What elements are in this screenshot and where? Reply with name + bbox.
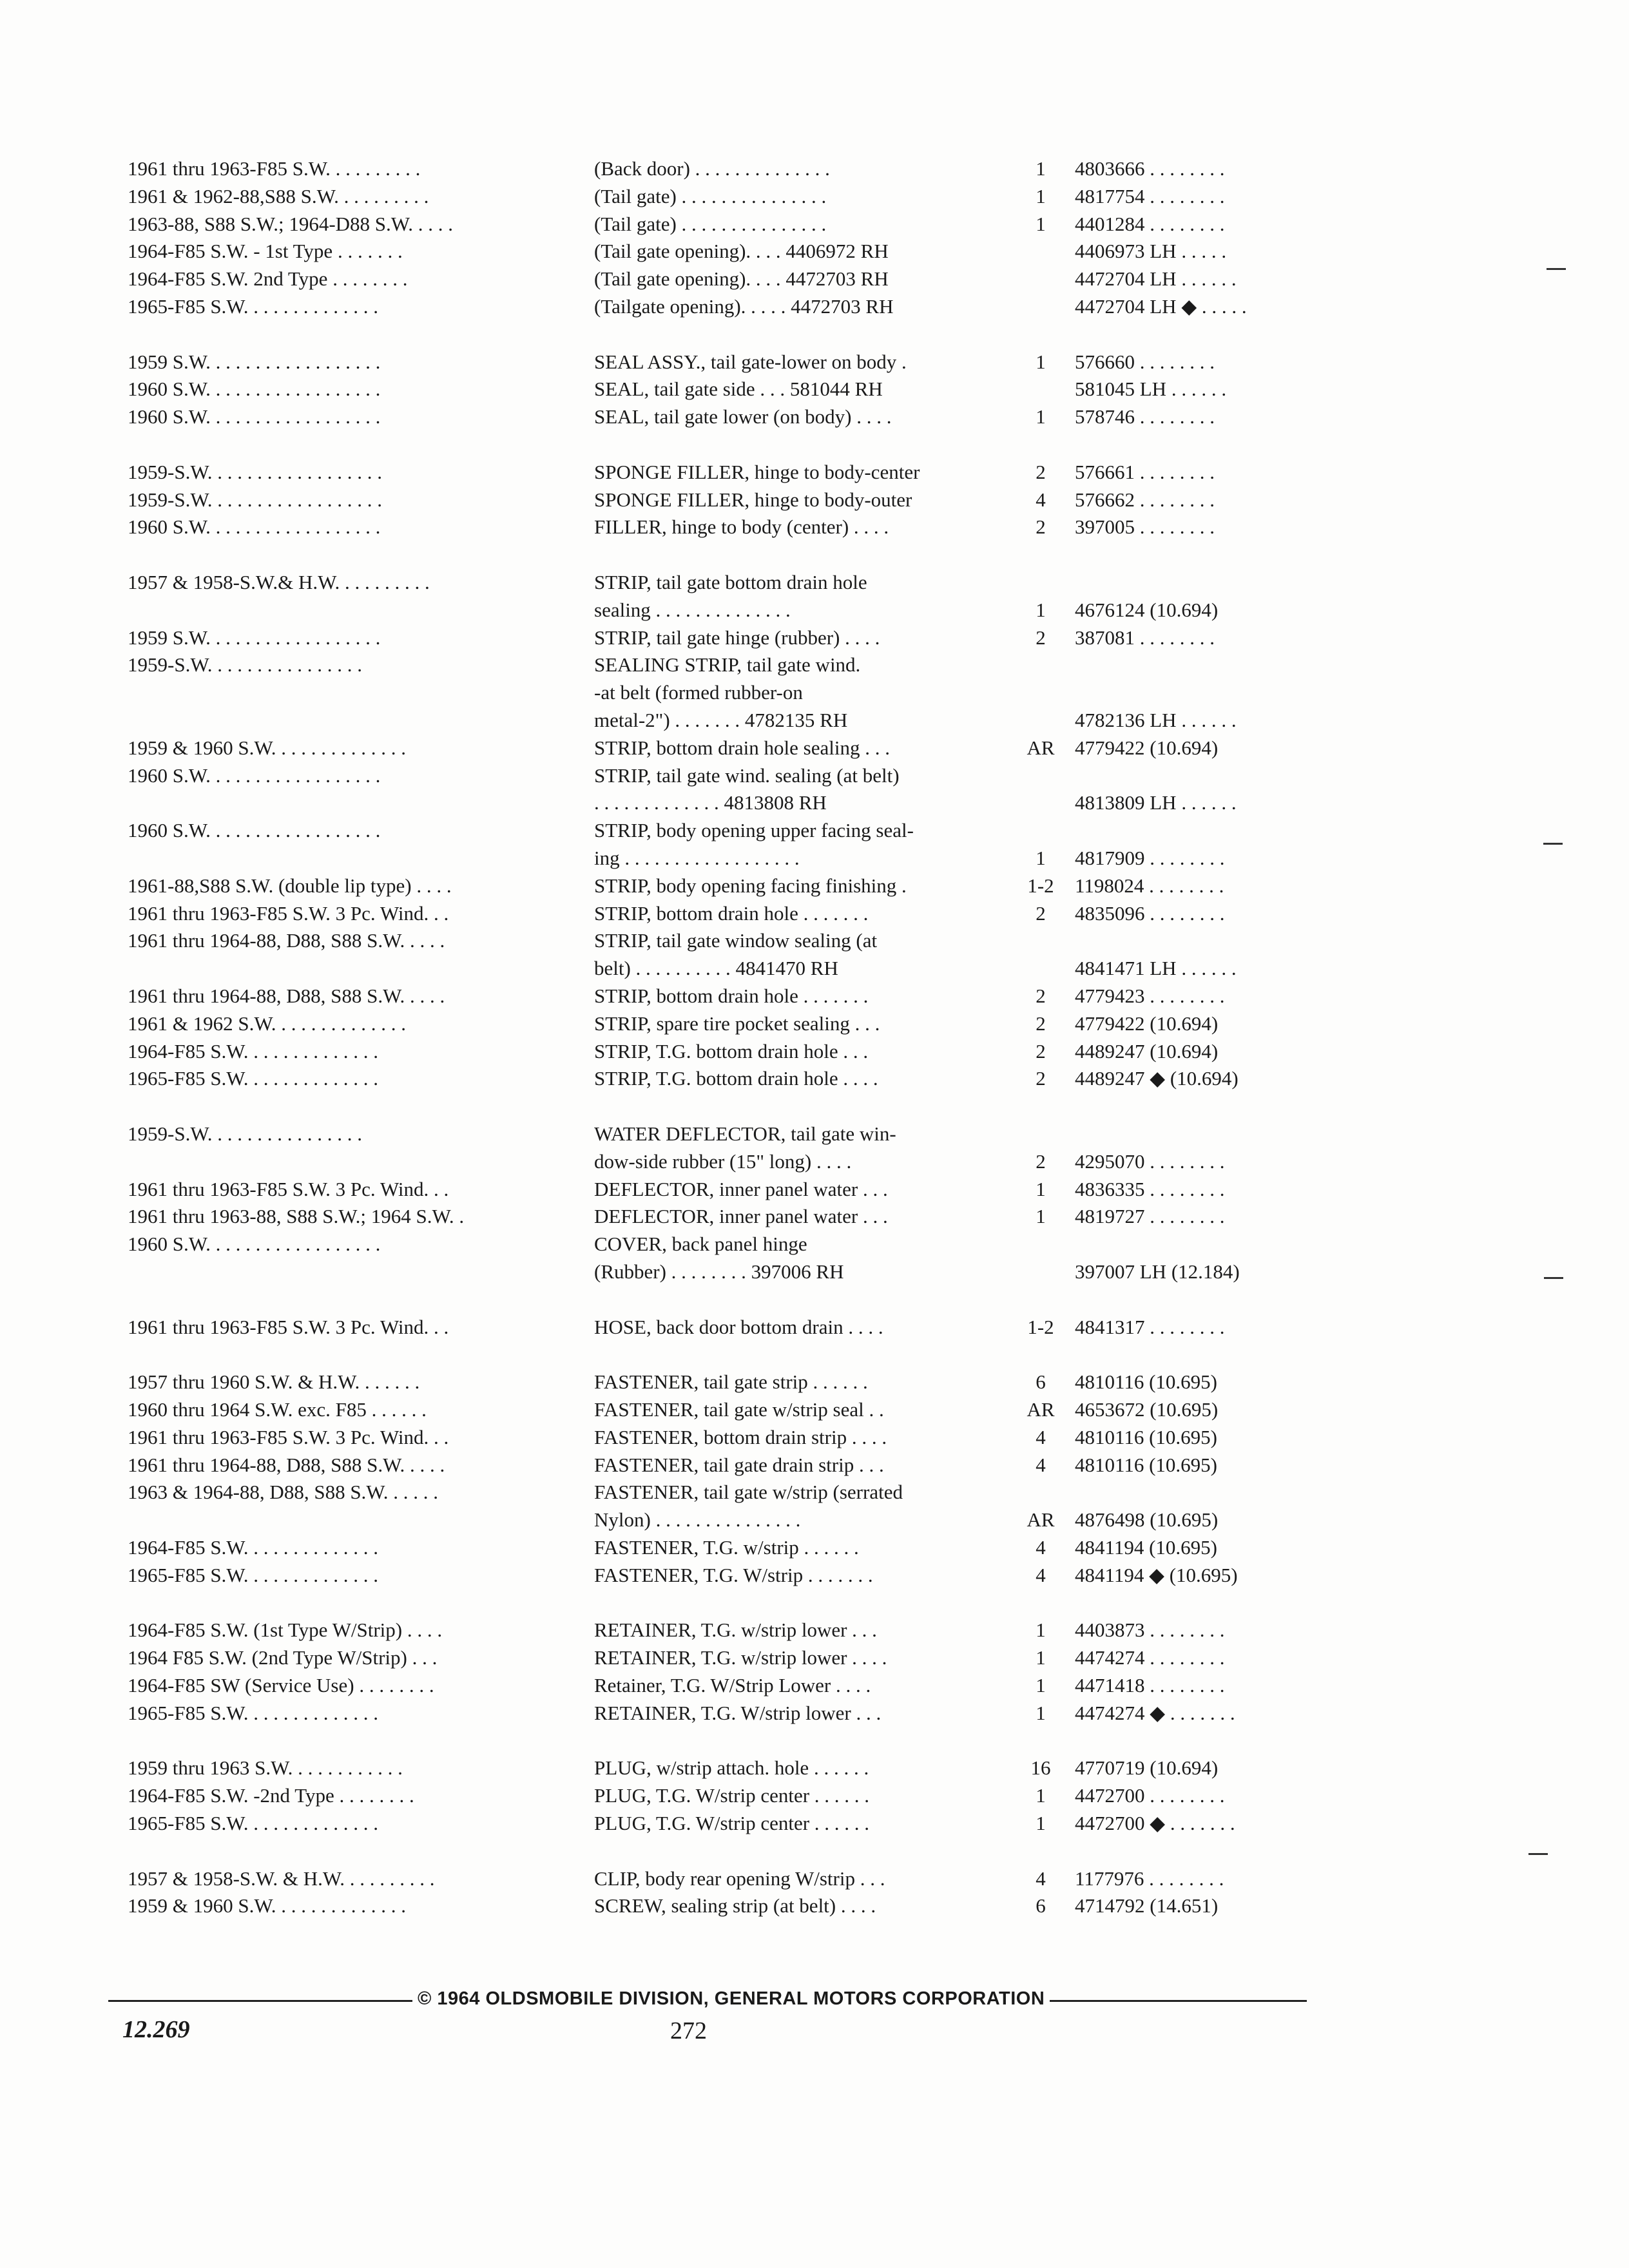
parts-row xyxy=(0,1506,1629,1534)
model-year-cell: 1964-F85 S.W. (1st Type W/Strip) . . . . xyxy=(128,1619,443,1641)
quantity-cell: 1 xyxy=(1036,1646,1046,1669)
model-year-cell: 1961 thru 1963-F85 S.W. 3 Pc. Wind. . . xyxy=(128,1316,449,1338)
parts-row xyxy=(0,1616,1629,1644)
quantity-cell: 1-2 xyxy=(1027,874,1054,897)
model-year-cell: 1965-F85 S.W. . . . . . . . . . . . . . xyxy=(128,295,378,318)
part-number-cell: 4676124 (10.694) xyxy=(1075,599,1219,621)
quantity-cell: 16 xyxy=(1030,1756,1051,1779)
description-cell: STRIP, T.G. bottom drain hole . . . xyxy=(594,1040,869,1062)
description-cell: STRIP, bottom drain hole . . . . . . . xyxy=(594,902,869,925)
model-year-cell: 1961 & 1962-88,S88 S.W. . . . . . . . . . xyxy=(128,185,429,207)
model-year-cell: 1959 & 1960 S.W. . . . . . . . . . . . . . xyxy=(128,736,407,759)
description-cell: SPONGE FILLER, hinge to body-center xyxy=(594,461,920,483)
description-cell: STRIP, tail gate window sealing (at xyxy=(594,929,878,952)
parts-row xyxy=(0,678,1629,707)
quantity-cell: 1 xyxy=(1036,847,1046,869)
parts-row xyxy=(0,982,1629,1010)
description-cell: sealing . . . . . . . . . . . . . . xyxy=(594,599,791,621)
model-year-cell: 1960 S.W. . . . . . . . . . . . . . . . . . xyxy=(128,405,381,428)
parts-row xyxy=(0,1533,1629,1562)
parts-row xyxy=(0,1644,1629,1672)
part-number-cell: 4471418 . . . . . . . . xyxy=(1075,1674,1225,1696)
model-year-cell: 1960 S.W. . . . . . . . . . . . . . . . . . xyxy=(128,378,381,400)
parts-row xyxy=(0,927,1629,955)
part-number-cell: 4406973 LH . . . . . xyxy=(1075,240,1227,262)
part-number-cell: 581045 LH . . . . . . xyxy=(1075,378,1227,400)
model-year-cell: 1964-F85 S.W. . . . . . . . . . . . . . xyxy=(128,1536,378,1559)
model-year-cell: 1960 S.W. . . . . . . . . . . . . . . . . . xyxy=(128,1233,381,1255)
model-year-cell: 1961 thru 1963-F85 S.W. 3 Pc. Wind. . . xyxy=(128,1426,449,1448)
part-number-cell: 4841471 LH . . . . . . xyxy=(1075,957,1237,979)
part-number-cell: 4489247 (10.694) xyxy=(1075,1040,1219,1062)
quantity-cell: 1 xyxy=(1036,1178,1046,1200)
parts-row xyxy=(0,1202,1629,1231)
parts-row xyxy=(0,237,1629,265)
part-number-cell: 4714792 (14.651) xyxy=(1075,1894,1219,1917)
parts-row xyxy=(0,1865,1629,1893)
model-year-cell: 1964-F85 S.W. . . . . . . . . . . . . . xyxy=(128,1040,378,1062)
margin-mark xyxy=(1543,843,1563,845)
description-cell: (Rubber) . . . . . . . . 397006 RH xyxy=(594,1260,844,1283)
model-year-cell: 1960 S.W. . . . . . . . . . . . . . . . . . xyxy=(128,819,381,841)
description-cell: STRIP, T.G. bottom drain hole . . . . xyxy=(594,1067,878,1090)
part-number-cell: 4835096 . . . . . . . . xyxy=(1075,902,1225,925)
part-number-cell: 387081 . . . . . . . . xyxy=(1075,626,1215,649)
description-cell: Nylon) . . . . . . . . . . . . . . . xyxy=(594,1508,801,1531)
model-year-cell: 1961 thru 1963-F85 S.W. . . . . . . . . . xyxy=(128,157,421,180)
parts-row xyxy=(0,651,1629,679)
description-cell: (Tail gate opening). . . . 4472703 RH xyxy=(594,267,889,290)
parts-row xyxy=(0,293,1629,321)
parts-row xyxy=(0,1754,1629,1782)
description-cell: WATER DEFLECTOR, tail gate win- xyxy=(594,1122,896,1145)
description-cell: Retainer, T.G. W/Strip Lower . . . . xyxy=(594,1674,871,1696)
parts-row xyxy=(0,1120,1629,1148)
model-year-cell: 1965-F85 S.W. . . . . . . . . . . . . . xyxy=(128,1702,378,1724)
description-cell: (Tail gate) . . . . . . . . . . . . . . . xyxy=(594,185,827,207)
part-number-cell: 4810116 (10.695) xyxy=(1075,1454,1217,1476)
footer-reference: 12.269 xyxy=(122,2016,190,2043)
model-year-cell: 1959 & 1960 S.W. . . . . . . . . . . . . . xyxy=(128,1894,407,1917)
description-cell: PLUG, T.G. W/strip center . . . . . . xyxy=(594,1784,870,1807)
parts-row xyxy=(0,596,1629,624)
model-year-cell: 1959-S.W. . . . . . . . . . . . . . . . . . xyxy=(128,461,382,483)
part-number-cell: 4817909 . . . . . . . . xyxy=(1075,847,1225,869)
quantity-cell: 4 xyxy=(1036,1536,1046,1559)
part-number-cell: 4779422 (10.694) xyxy=(1075,1012,1219,1035)
parts-row xyxy=(0,1258,1629,1286)
description-cell: FASTENER, tail gate w/strip (serrated xyxy=(594,1481,903,1503)
description-cell: metal-2") . . . . . . . 4782135 RH xyxy=(594,709,848,731)
model-year-cell: 1963-88, S88 S.W.; 1964-D88 S.W. . . . . xyxy=(128,213,453,235)
description-cell: STRIP, bottom drain hole sealing . . . xyxy=(594,736,890,759)
quantity-cell: 2 xyxy=(1036,1040,1046,1062)
model-year-cell: 1959 S.W. . . . . . . . . . . . . . . . . . xyxy=(128,626,381,649)
part-number-cell: 4841194 (10.695) xyxy=(1075,1536,1217,1559)
part-number-cell: 4474274 ◆ . . . . . . . xyxy=(1075,1702,1235,1724)
parts-row xyxy=(0,844,1629,872)
parts-row xyxy=(0,1837,1629,1865)
quantity-cell: 2 xyxy=(1036,1150,1046,1173)
part-number-cell: 4819727 . . . . . . . . xyxy=(1075,1205,1225,1227)
quantity-cell: 1 xyxy=(1036,405,1046,428)
parts-row xyxy=(0,789,1629,817)
parts-row xyxy=(0,1671,1629,1700)
part-number-cell: 4779422 (10.694) xyxy=(1075,736,1219,759)
quantity-cell: AR xyxy=(1027,1508,1055,1531)
model-year-cell: 1959-S.W. . . . . . . . . . . . . . . . xyxy=(128,1122,362,1145)
quantity-cell: 4 xyxy=(1036,488,1046,511)
model-year-cell: 1960 thru 1964 S.W. exc. F85 . . . . . . xyxy=(128,1398,427,1421)
model-year-cell: 1959 S.W. . . . . . . . . . . . . . . . . . xyxy=(128,351,381,373)
description-cell: (Tailgate opening). . . . . 4472703 RH xyxy=(594,295,894,318)
parts-row xyxy=(0,1285,1629,1314)
part-number-cell: 576662 . . . . . . . . xyxy=(1075,488,1215,511)
parts-row xyxy=(0,624,1629,652)
description-cell: ing . . . . . . . . . . . . . . . . . . xyxy=(594,847,800,869)
parts-row xyxy=(0,1340,1629,1369)
quantity-cell: 1 xyxy=(1036,1674,1046,1696)
description-cell: RETAINER, T.G. W/strip lower . . . xyxy=(594,1702,882,1724)
parts-row xyxy=(0,486,1629,514)
part-number-cell: 4803666 . . . . . . . . xyxy=(1075,157,1225,180)
description-cell: (Tail gate) . . . . . . . . . . . . . . . xyxy=(594,213,827,235)
part-number-cell: 4813809 LH . . . . . . xyxy=(1075,791,1237,814)
parts-row xyxy=(0,1313,1629,1341)
part-number-cell: 4779423 . . . . . . . . xyxy=(1075,985,1225,1007)
part-number-cell: 4472704 LH ◆ . . . . . xyxy=(1075,295,1247,318)
parts-row xyxy=(0,1699,1629,1727)
parts-row xyxy=(0,1396,1629,1424)
quantity-cell: 2 xyxy=(1036,461,1046,483)
model-year-cell: 1961 thru 1963-F85 S.W. 3 Pc. Wind. . . xyxy=(128,902,449,925)
parts-row xyxy=(0,403,1629,431)
quantity-cell: 4 xyxy=(1036,1564,1046,1586)
parts-row xyxy=(0,1175,1629,1204)
part-number-cell: 4810116 (10.695) xyxy=(1075,1426,1217,1448)
description-cell: (Back door) . . . . . . . . . . . . . . xyxy=(594,157,830,180)
description-cell: STRIP, bottom drain hole . . . . . . . xyxy=(594,985,869,1007)
description-cell: (Tail gate opening). . . . 4406972 RH xyxy=(594,240,889,262)
description-cell: STRIP, tail gate wind. sealing (at belt) xyxy=(594,764,900,787)
description-cell: SEAL, tail gate side . . . 581044 RH xyxy=(594,378,883,400)
quantity-cell: 1 xyxy=(1036,1812,1046,1834)
parts-row xyxy=(0,1010,1629,1038)
description-cell: STRIP, tail gate hinge (rubber) . . . . xyxy=(594,626,880,649)
part-number-cell: 4295070 . . . . . . . . xyxy=(1075,1150,1225,1173)
parts-row xyxy=(0,1892,1629,1920)
part-number-cell: 4810116 (10.695) xyxy=(1075,1370,1217,1393)
quantity-cell: 4 xyxy=(1036,1426,1046,1448)
parts-row xyxy=(0,1451,1629,1479)
quantity-cell: 1 xyxy=(1036,1205,1046,1227)
footer-copyright: © 1964 OLDSMOBILE DIVISION, GENERAL MOTORS CORPORATION xyxy=(412,1988,1050,2010)
model-year-cell: 1964 F85 S.W. (2nd Type W/Strip) . . . xyxy=(128,1646,438,1669)
quantity-cell: 6 xyxy=(1036,1370,1046,1393)
description-cell: PLUG, T.G. W/strip center . . . . . . xyxy=(594,1812,870,1834)
part-number-cell: 397007 LH (12.184) xyxy=(1075,1260,1240,1283)
part-number-cell: 576661 . . . . . . . . xyxy=(1075,461,1215,483)
margin-mark xyxy=(1544,1277,1563,1279)
quantity-cell: 1 xyxy=(1036,1702,1046,1724)
parts-row xyxy=(0,1037,1629,1066)
model-year-cell: 1963 & 1964-88, D88, S88 S.W. . . . . . xyxy=(128,1481,438,1503)
parts-row xyxy=(0,568,1629,597)
quantity-cell: 2 xyxy=(1036,1067,1046,1090)
model-year-cell: 1961 thru 1963-88, S88 S.W.; 1964 S.W. . xyxy=(128,1205,465,1227)
parts-row xyxy=(0,1368,1629,1396)
parts-row xyxy=(0,1064,1629,1093)
description-cell: FASTENER, T.G. W/strip . . . . . . . xyxy=(594,1564,873,1586)
model-year-cell: 1960 S.W. . . . . . . . . . . . . . . . . . xyxy=(128,764,381,787)
quantity-cell: 1 xyxy=(1036,599,1046,621)
model-year-cell: 1964-F85 S.W. -2nd Type . . . . . . . . xyxy=(128,1784,414,1807)
quantity-cell: AR xyxy=(1027,736,1055,759)
quantity-cell: 1 xyxy=(1036,351,1046,373)
quantity-cell: 4 xyxy=(1036,1867,1046,1890)
part-number-cell: 4782136 LH . . . . . . xyxy=(1075,709,1237,731)
model-year-cell: 1961 thru 1964-88, D88, S88 S.W. . . . . xyxy=(128,985,445,1007)
description-cell: RETAINER, T.G. w/strip lower . . . . xyxy=(594,1646,887,1669)
model-year-cell: 1957 & 1958-S.W. & H.W. . . . . . . . . . xyxy=(128,1867,435,1890)
description-cell: SEALING STRIP, tail gate wind. xyxy=(594,653,861,676)
margin-mark xyxy=(1547,268,1566,270)
parts-row xyxy=(0,1423,1629,1452)
part-number-cell: 4403873 . . . . . . . . xyxy=(1075,1619,1225,1641)
quantity-cell: 1 xyxy=(1036,185,1046,207)
parts-row xyxy=(0,458,1629,486)
parts-row xyxy=(0,1561,1629,1590)
quantity-cell: 2 xyxy=(1036,626,1046,649)
model-year-cell: 1965-F85 S.W. . . . . . . . . . . . . . xyxy=(128,1812,378,1834)
model-year-cell: 1957 & 1958-S.W.& H.W. . . . . . . . . . xyxy=(128,571,430,593)
description-cell: SEAL, tail gate lower (on body) . . . . xyxy=(594,405,892,428)
description-cell: DEFLECTOR, inner panel water . . . xyxy=(594,1205,888,1227)
parts-row xyxy=(0,541,1629,569)
model-year-cell: 1960 S.W. . . . . . . . . . . . . . . . . . xyxy=(128,515,381,538)
quantity-cell: 1 xyxy=(1036,1784,1046,1807)
parts-row xyxy=(0,155,1629,183)
parts-row xyxy=(0,430,1629,459)
part-number-cell: 4472704 LH . . . . . . xyxy=(1075,267,1237,290)
model-year-cell: 1959 thru 1963 S.W. . . . . . . . . . . . xyxy=(128,1756,403,1779)
model-year-cell: 1961 thru 1963-F85 S.W. 3 Pc. Wind. . . xyxy=(128,1178,449,1200)
parts-row xyxy=(0,1092,1629,1120)
quantity-cell: 2 xyxy=(1036,902,1046,925)
description-cell: SPONGE FILLER, hinge to body-outer xyxy=(594,488,912,511)
parts-row xyxy=(0,762,1629,790)
parts-row xyxy=(0,1589,1629,1617)
description-cell: SCREW, sealing strip (at belt) . . . . xyxy=(594,1894,876,1917)
quantity-cell: 2 xyxy=(1036,985,1046,1007)
quantity-cell: 1 xyxy=(1036,213,1046,235)
quantity-cell: 1-2 xyxy=(1027,1316,1054,1338)
description-cell: PLUG, w/strip attach. hole . . . . . . xyxy=(594,1756,869,1779)
parts-row xyxy=(0,1478,1629,1506)
description-cell: DEFLECTOR, inner panel water . . . xyxy=(594,1178,888,1200)
description-cell: COVER, back panel hinge xyxy=(594,1233,807,1255)
part-number-cell: 4401284 . . . . . . . . xyxy=(1075,213,1225,235)
model-year-cell: 1965-F85 S.W. . . . . . . . . . . . . . xyxy=(128,1564,378,1586)
description-cell: FASTENER, bottom drain strip . . . . xyxy=(594,1426,887,1448)
parts-row xyxy=(0,1230,1629,1258)
quantity-cell: 4 xyxy=(1036,1454,1046,1476)
part-number-cell: 4841317 . . . . . . . . xyxy=(1075,1316,1225,1338)
parts-row xyxy=(0,872,1629,900)
parts-row xyxy=(0,1727,1629,1755)
parts-row xyxy=(0,348,1629,376)
model-year-cell: 1964-F85 SW (Service Use) . . . . . . . . xyxy=(128,1674,434,1696)
parts-row xyxy=(0,1148,1629,1176)
part-number-cell: 4489247 ◆ (10.694) xyxy=(1075,1067,1239,1090)
quantity-cell: 1 xyxy=(1036,1619,1046,1641)
description-cell: HOSE, back door bottom drain . . . . xyxy=(594,1316,883,1338)
quantity-cell: 2 xyxy=(1036,515,1046,538)
description-cell: STRIP, body opening upper facing seal- xyxy=(594,819,914,841)
parts-row xyxy=(0,210,1629,238)
parts-row xyxy=(0,1809,1629,1838)
quantity-cell: 1 xyxy=(1036,157,1046,180)
quantity-cell: 6 xyxy=(1036,1894,1046,1917)
model-year-cell: 1959-S.W. . . . . . . . . . . . . . . . . . xyxy=(128,488,382,511)
part-number-cell: 4841194 ◆ (10.695) xyxy=(1075,1564,1238,1586)
model-year-cell: 1965-F85 S.W. . . . . . . . . . . . . . xyxy=(128,1067,378,1090)
model-year-cell: 1961 thru 1964-88, D88, S88 S.W. . . . . xyxy=(128,1454,445,1476)
description-cell: SEAL ASSY., tail gate-lower on body . xyxy=(594,351,907,373)
parts-row xyxy=(0,706,1629,735)
description-cell: FASTENER, T.G. w/strip . . . . . . xyxy=(594,1536,859,1559)
description-cell: FILLER, hinge to body (center) . . . . xyxy=(594,515,889,538)
parts-row xyxy=(0,899,1629,928)
quantity-cell: AR xyxy=(1027,1398,1055,1421)
parts-row xyxy=(0,320,1629,349)
model-year-cell: 1964-F85 S.W. - 1st Type . . . . . . . xyxy=(128,240,403,262)
model-year-cell: 1959-S.W. . . . . . . . . . . . . . . . xyxy=(128,653,362,676)
description-cell: STRIP, tail gate bottom drain hole xyxy=(594,571,867,593)
description-cell: FASTENER, tail gate drain strip . . . xyxy=(594,1454,884,1476)
model-year-cell: 1961 thru 1964-88, D88, S88 S.W. . . . . xyxy=(128,929,445,952)
parts-row xyxy=(0,265,1629,293)
part-number-cell: 4653672 (10.695) xyxy=(1075,1398,1219,1421)
parts-row xyxy=(0,1782,1629,1810)
model-year-cell: 1957 thru 1960 S.W. & H.W. . . . . . . xyxy=(128,1370,420,1393)
model-year-cell: 1961 & 1962 S.W. . . . . . . . . . . . . . xyxy=(128,1012,407,1035)
part-number-cell: 1177976 . . . . . . . . xyxy=(1075,1867,1224,1890)
part-number-cell: 4876498 (10.695) xyxy=(1075,1508,1219,1531)
parts-row xyxy=(0,816,1629,845)
description-cell: FASTENER, tail gate strip . . . . . . xyxy=(594,1370,868,1393)
page-number: 272 xyxy=(670,2017,707,2044)
part-number-cell: 4836335 . . . . . . . . xyxy=(1075,1178,1225,1200)
description-cell: CLIP, body rear opening W/strip . . . xyxy=(594,1867,885,1890)
parts-row xyxy=(0,734,1629,762)
description-cell: dow-side rubber (15" long) . . . . xyxy=(594,1150,852,1173)
model-year-cell: 1964-F85 S.W. 2nd Type . . . . . . . . xyxy=(128,267,408,290)
part-number-cell: 4474274 . . . . . . . . xyxy=(1075,1646,1225,1669)
parts-row xyxy=(0,954,1629,983)
part-number-cell: 4472700 . . . . . . . . xyxy=(1075,1784,1225,1807)
model-year-cell: 1961-88,S88 S.W. (double lip type) . . . . xyxy=(128,874,452,897)
description-cell: . . . . . . . . . . . . . 4813808 RH xyxy=(594,791,827,814)
description-cell: RETAINER, T.G. w/strip lower . . . xyxy=(594,1619,877,1641)
parts-row xyxy=(0,182,1629,211)
parts-row xyxy=(0,375,1629,403)
margin-mark xyxy=(1528,1853,1548,1855)
part-number-cell: 1198024 . . . . . . . . xyxy=(1075,874,1224,897)
parts-row xyxy=(0,513,1629,541)
description-cell: FASTENER, tail gate w/strip seal . . xyxy=(594,1398,884,1421)
part-number-cell: 397005 . . . . . . . . xyxy=(1075,515,1215,538)
description-cell: belt) . . . . . . . . . . 4841470 RH xyxy=(594,957,838,979)
description-cell: -at belt (formed rubber-on xyxy=(594,681,803,704)
quantity-cell: 2 xyxy=(1036,1012,1046,1035)
description-cell: STRIP, spare tire pocket sealing . . . xyxy=(594,1012,880,1035)
description-cell: STRIP, body opening facing finishing . xyxy=(594,874,907,897)
part-number-cell: 578746 . . . . . . . . xyxy=(1075,405,1215,428)
part-number-cell: 4472700 ◆ . . . . . . . xyxy=(1075,1812,1235,1834)
part-number-cell: 576660 . . . . . . . . xyxy=(1075,351,1215,373)
part-number-cell: 4817754 . . . . . . . . xyxy=(1075,185,1225,207)
part-number-cell: 4770719 (10.694) xyxy=(1075,1756,1219,1779)
